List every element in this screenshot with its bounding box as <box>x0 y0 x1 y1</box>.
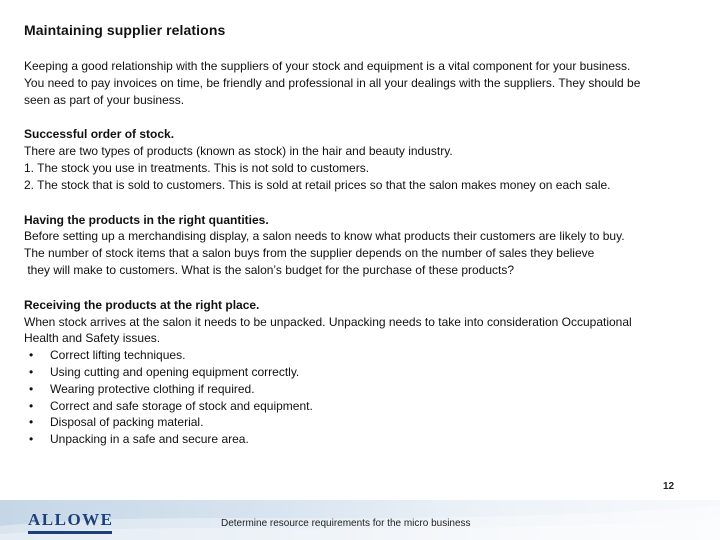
list-item-text: Disposal of packing material. <box>50 415 204 430</box>
list-item <box>24 431 696 448</box>
intro-line: You need to pay invoices on time, be friendly and professional in all your dealings with the suppliers. They should be <box>24 75 641 90</box>
intro-line: Keeping a good relationship with the suppliers of your stock and equipment is a vital component for your business. <box>24 59 631 73</box>
section-quantities <box>24 212 696 279</box>
list-item-text: Unpacking in a safe and secure area. <box>50 432 249 447</box>
bullet-icon: • <box>29 348 34 363</box>
logo-text: ALLOWE <box>28 510 114 529</box>
page-title: Maintaining supplier relations <box>24 22 226 38</box>
list-item <box>24 381 696 398</box>
list-item-text: Correct and safe storage of stock and equipment. <box>50 398 313 413</box>
section-line: Before setting up a merchandising display, a salon needs to know what products their customers are likely to buy. <box>24 229 625 244</box>
list-item-text: Correct lifting techniques. <box>50 348 186 363</box>
page-number: 12 <box>663 481 675 492</box>
bullet-icon: • <box>29 432 34 447</box>
logo-underline <box>28 531 112 534</box>
list-item <box>24 398 696 415</box>
intro-line: seen as part of your business. <box>24 92 185 107</box>
section-line: Health and Safety issues. <box>24 331 161 346</box>
section-line: 1. The stock you use in treatments. This is not sold to customers. <box>24 160 370 175</box>
list-item-text: Using cutting and opening equipment correctly. <box>50 364 300 379</box>
section-receiving <box>24 297 696 448</box>
bullet-icon: • <box>29 398 34 413</box>
intro-paragraph <box>24 58 696 108</box>
list-item <box>24 414 696 431</box>
bullet-icon: • <box>29 415 34 430</box>
bullet-list <box>24 347 696 448</box>
list-item-text: Wearing protective clothing if required. <box>50 381 255 396</box>
allowe-logo <box>28 510 118 538</box>
section-line: When stock arrives at the salon it needs to be unpacked. Unpacking needs to take into consideration Occupational <box>24 314 632 329</box>
section-heading: Having the products in the right quantities. <box>24 212 269 227</box>
section-heading: Receiving the products at the right place. <box>24 297 260 312</box>
section-stock-order <box>24 126 696 193</box>
section-line: There are two types of products (known as stock) in the hair and beauty industry. <box>24 144 453 159</box>
section-line: 2. The stock that is sold to customers. This is sold at retail prices so that the salon makes money on each sale. <box>24 177 611 192</box>
section-line: they will make to customers. What is the salon’s budget for the purchase of these products? <box>24 262 515 277</box>
section-line: The number of stock items that a salon buys from the supplier depends on the number of sales they believe <box>24 246 595 261</box>
bullet-icon: • <box>29 364 34 379</box>
footer-caption: Determine resource requirements for the micro business <box>221 518 471 529</box>
list-item <box>24 364 696 381</box>
bullet-icon: • <box>29 381 34 396</box>
section-heading: Successful order of stock. <box>24 127 175 142</box>
slide-body <box>24 58 696 466</box>
list-item <box>24 347 696 364</box>
